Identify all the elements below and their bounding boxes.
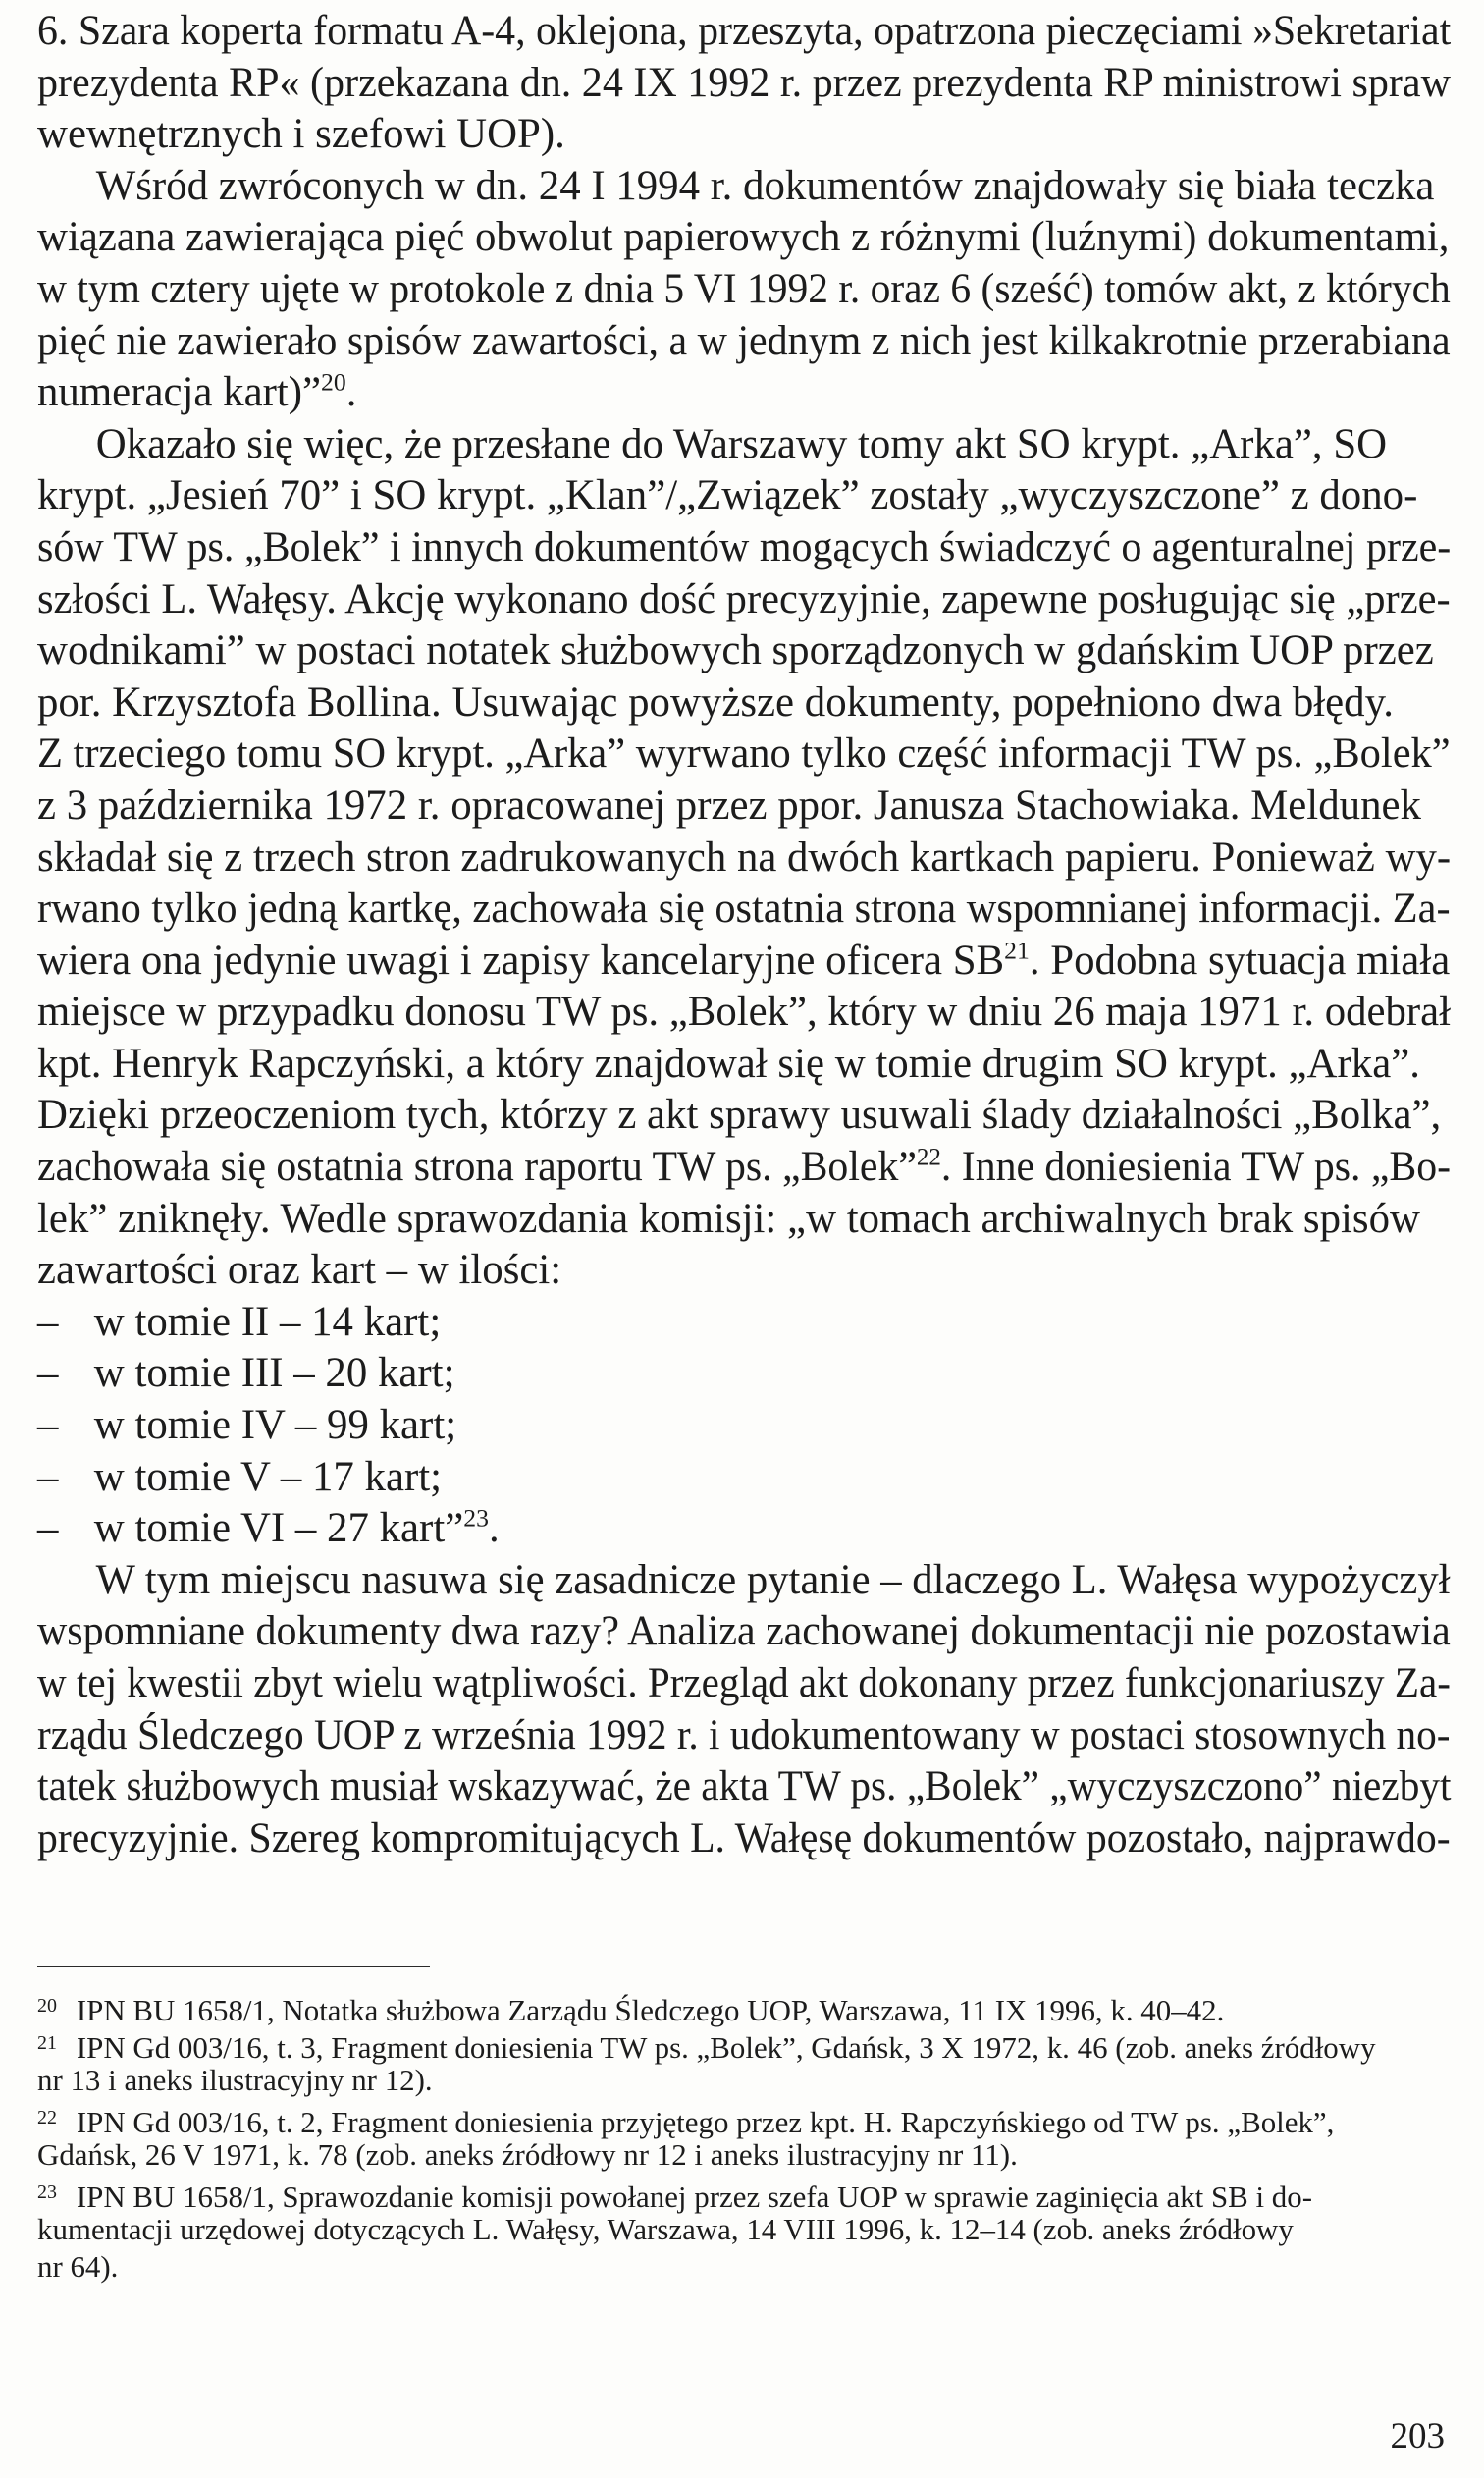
text-line: kpt. Henryk Rapczyński, a który znajdował się w tomie drugim SO krypt. „Arka”. (37, 1040, 1420, 1087)
text-fragment: . (345, 369, 357, 416)
footnote-line: nr 64). (37, 2249, 119, 2284)
footnote-text: IPN Gd 003/16, t. 3, Fragment doniesienia TW ps. „Bolek”, Gdańsk, 3 X 1972, k. 46 (zob. aneks źródłowy (76, 2030, 1376, 2065)
text-line: wewnętrznych i szefowi UOP). (37, 111, 565, 158)
text-line: z 3 października 1972 r. opracowanej przez ppor. Janusza Stachowiaka. Meldunek (37, 781, 1421, 829)
main-text (37, 6, 1456, 1864)
text-line: wodnikami” w postaci notatek służbowych sporządzonych w gdańskim UOP przez (37, 627, 1434, 674)
list-item-text (94, 1505, 500, 1551)
text-line (37, 367, 1451, 419)
text-line: wiązana zawierająca pięć obwolut papierowych z różnymi (luźnymi) dokumentami, (37, 214, 1450, 261)
footnote-line: kumentacji urzędowej dotyczących L. Wałęsy, Warszawa, 14 VIII 1996, k. 12–14 (zob. aneks źródłowy (37, 2212, 1294, 2246)
list-dash: – (37, 1350, 59, 1397)
footnote-separator (37, 1966, 430, 1967)
text-fragment: . Inne doniesienia TW ps. „Bo- (940, 1144, 1452, 1191)
list-item (37, 1452, 1451, 1504)
footnote-text: IPN Gd 003/16, t. 2, Fragment doniesienia przyjętego przez kpt. H. Rapczyńskiego od TW ps. „Bolek”, (76, 2105, 1335, 2139)
footnote-line: nr 13 i aneks ilustracyjny nr 12). (37, 2063, 433, 2097)
text-line: rządu Śledczego UOP z września 1992 r. i udokumentowany w postaci stosownych no- (37, 1711, 1451, 1758)
footnote-ref: 22 (916, 1142, 941, 1171)
footnotes (37, 1987, 1451, 2286)
text-line: wspomniane dokumenty dwa razy? Analiza zachowanej dokumentacji nie pozostawia (37, 1608, 1451, 1655)
footnote-line (37, 2174, 1447, 2214)
footnote-number: 23 (37, 2182, 57, 2203)
list-item (37, 1348, 1451, 1400)
text-line: Dzięki przeoczeniom tych, którzy z akt sprawy usuwali ślady działalności „Bolka”, (37, 1092, 1442, 1139)
list-item-text: w tomie V – 17 kart; (93, 1453, 443, 1500)
footnote-line (37, 2099, 1447, 2139)
text-line: w tej kwestii zbyt wielu wątpliwości. Przegląd akt dokonany przez funkcjonariuszy Za- (37, 1660, 1451, 1706)
list-dash: – (37, 1453, 59, 1500)
text-line: rwano tylko jedną kartkę, zachowała się ostatnia strona wspomnianej informacji. Za- (37, 886, 1451, 933)
list-item (37, 1503, 1451, 1555)
list-dash: – (37, 1402, 59, 1449)
list-dash: – (37, 1298, 59, 1345)
list-item (37, 1297, 1451, 1349)
text-line: por. Krzysztofa Bollina. Usuwając powyższe dokumenty, popełniono dwa błędy. (37, 678, 1394, 726)
text-fragment: w tomie VI – 27 kart” (93, 1505, 464, 1552)
list-item-text: w tomie III – 20 kart; (93, 1350, 455, 1397)
text-line: szłości L. Wałęsy. Akcję wykonano dość precyzyjnie, zapewne posługując się „prze- (37, 575, 1451, 622)
text-line: składał się z trzech stron zadrukowanych na dwóch kartkach papieru. Ponieważ wy- (37, 834, 1452, 881)
list-item-text: w tomie IV – 99 kart; (93, 1402, 457, 1449)
footnote-ref: 23 (463, 1503, 489, 1533)
text-line: pięć nie zawierało spisów zawartości, a w jednym z nich jest kilkakrotnie przerabiana (37, 317, 1451, 364)
text-fragment: wiera ona jedynie uwagi i zapisy kancelaryjne oficera SB (37, 937, 1005, 984)
footnote-text: IPN BU 1658/1, Sprawozdanie komisji powołanej przez szefa UOP w sprawie zaginięcia akt SB i do- (76, 2180, 1313, 2214)
text-line: zawartości oraz kart – w ilości: (37, 1247, 562, 1294)
footnote-text: IPN BU 1658/1, Notatka służbowa Zarządu Śledczego UOP, Warszawa, 11 IX 1996, k. 40–42. (76, 1993, 1225, 2027)
footnote-ref: 20 (321, 367, 346, 397)
text-line: w tym cztery ujęte w protokole z dnia 5 VI 1992 r. oraz 6 (sześć) tomów akt, z których (37, 265, 1451, 312)
text-line: prezydenta RP« (przekazana dn. 24 IX 1992 r. przez prezydenta RP ministrowi spraw (37, 59, 1451, 106)
text-line: krypt. „Jesień 70” i SO krypt. „Klan”/„Związek” zostały „wyczyszczone” z dono- (37, 472, 1418, 519)
text-fragment: numeracja kart)” (37, 369, 322, 416)
text-line: tatek służbowych musiał wskazywać, że akta TW ps. „Bolek” „wyczyszczono” niezbyt (37, 1763, 1452, 1810)
list-item (37, 1400, 1451, 1452)
text-line: Z trzeciego tomu SO krypt. „Arka” wyrwano tylko część informacji TW ps. „Bolek” (37, 730, 1451, 778)
text-line: Okazało się więc, że przesłane do Warszawy tomy akt SO krypt. „Arka”, SO (95, 420, 1388, 467)
footnote-number: 22 (37, 2107, 57, 2128)
text-line: sów TW ps. „Bolek” i innych dokumentów mogących świadczyć o agenturalnej prze- (37, 523, 1452, 570)
footnote-number: 21 (37, 2032, 57, 2054)
text-line: Wśród zwróconych w dn. 24 I 1994 r. dokumentów znajdowały się biała teczka (95, 162, 1435, 209)
text-line: miejsce w przypadku donosu TW ps. „Bolek”, który w dniu 26 maja 1971 r. odebrał (37, 989, 1452, 1036)
text-line: precyzyjnie. Szereg kompromitujących L. Wałęsę dokumentów pozostało, najprawdo- (37, 1814, 1451, 1861)
text-fragment: . Podobna sytuacja miała (1029, 937, 1451, 984)
text-line: lek” zniknęły. Wedle sprawozdania komisji: „w tomach archiwalnych brak spisów (37, 1195, 1420, 1242)
footnote-ref: 21 (1004, 936, 1030, 965)
text-line: W tym miejscu nasuwa się zasadnicze pytanie – dlaczego L. Wałęsa wypożyczył (95, 1556, 1451, 1603)
text-fragment: zachowała się ostatnia strona raportu TW ps. „Bolek” (37, 1144, 917, 1191)
footnote-line (37, 1987, 1447, 2027)
text-line (37, 1142, 1452, 1194)
footnote-line (37, 2024, 1447, 2065)
footnote-number: 20 (37, 1995, 57, 2017)
text-fragment: . (488, 1505, 500, 1552)
text-line: 6. Szara koperta formatu A-4, oklejona, przeszyta, opatrzona pieczęciami »Sekretariat (37, 8, 1452, 54)
footnote-line: Gdańsk, 26 V 1971, k. 78 (zob. aneks źródłowy nr 12 i aneks ilustracyjny nr 11). (37, 2137, 1018, 2172)
list-dash: – (37, 1505, 59, 1552)
text-line (37, 936, 1451, 988)
list-item-text: w tomie II – 14 kart; (93, 1298, 442, 1345)
page-number: 203 (1390, 2416, 1445, 2456)
